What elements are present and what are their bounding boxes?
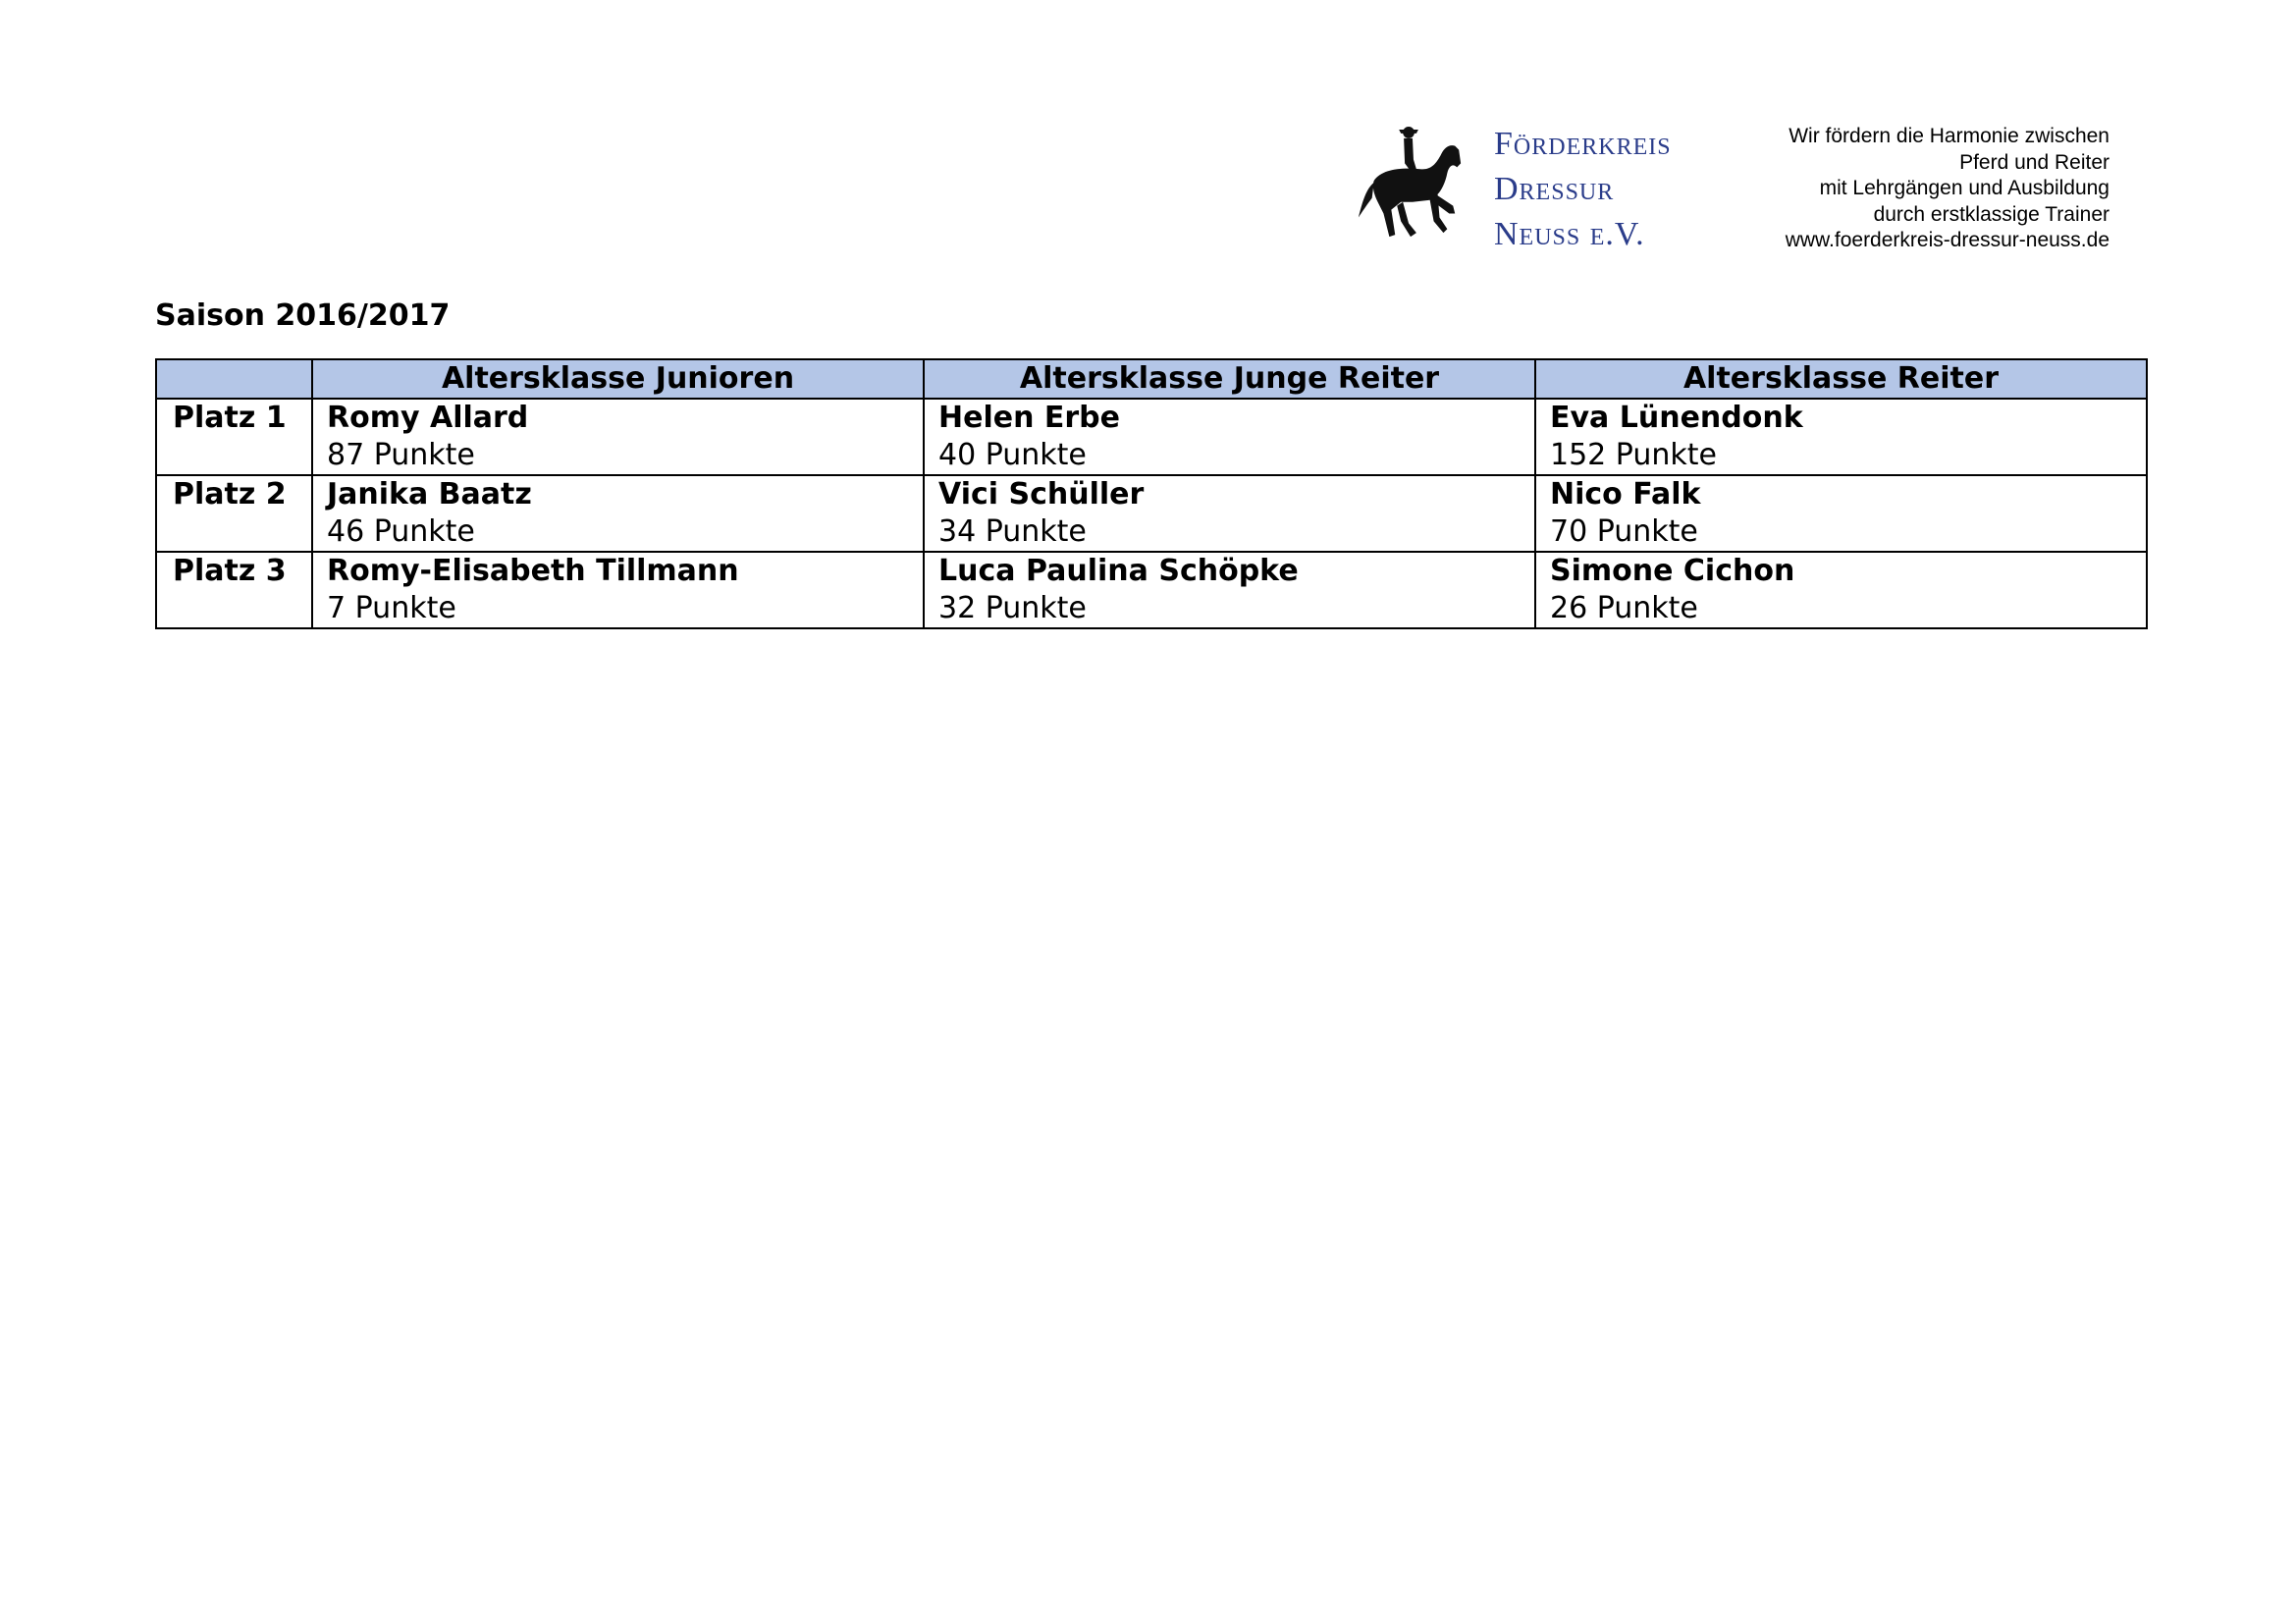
result-cell bbox=[1535, 552, 2147, 628]
column-header-young-riders: Altersklasse Junge Reiter bbox=[924, 359, 1535, 399]
column-header-place bbox=[156, 359, 312, 399]
rider-name: Luca Paulina Schöpke bbox=[938, 554, 1299, 588]
place-label: Platz 2 bbox=[156, 475, 312, 552]
logo-title-line: Neuss e.V. bbox=[1494, 216, 1645, 252]
result-cell bbox=[1535, 399, 2147, 475]
logo-title bbox=[1494, 122, 1672, 257]
rider-points: 7 Punkte bbox=[327, 591, 456, 625]
rider-points: 87 Punkte bbox=[327, 438, 475, 472]
slogan-line: Pferd und Reiter bbox=[1959, 150, 2109, 174]
table-header-row bbox=[156, 359, 2147, 399]
table-row bbox=[156, 552, 2147, 628]
rider-name: Nico Falk bbox=[1550, 477, 1701, 512]
place-label: Platz 3 bbox=[156, 552, 312, 628]
slogan-line: mit Lehrgängen und Ausbildung bbox=[1819, 177, 2109, 199]
rider-name: Helen Erbe bbox=[938, 401, 1120, 435]
rider-points: 26 Punkte bbox=[1550, 591, 1698, 625]
rider-points: 70 Punkte bbox=[1550, 514, 1698, 549]
rider-points: 46 Punkte bbox=[327, 514, 475, 549]
slogan bbox=[1786, 124, 2109, 254]
table-row bbox=[156, 399, 2147, 475]
rider-name: Eva Lünendonk bbox=[1550, 401, 1803, 435]
result-cell bbox=[924, 475, 1535, 552]
website-link[interactable]: www.foerderkreis-dressur-neuss.de bbox=[1785, 229, 2109, 251]
results-table bbox=[155, 358, 2148, 629]
rider-points: 40 Punkte bbox=[938, 438, 1087, 472]
result-cell bbox=[312, 399, 924, 475]
rider-name: Romy Allard bbox=[327, 401, 529, 435]
logo-title-line: Dressur bbox=[1494, 171, 1615, 207]
rider-points: 34 Punkte bbox=[938, 514, 1087, 549]
result-cell bbox=[924, 552, 1535, 628]
dressage-rider-icon bbox=[1353, 124, 1468, 247]
result-cell bbox=[924, 399, 1535, 475]
season-title: Saison 2016/2017 bbox=[155, 298, 451, 333]
rider-name: Janika Baatz bbox=[327, 477, 532, 512]
slogan-line: durch erstklassige Trainer bbox=[1873, 202, 2109, 226]
column-header-riders: Altersklasse Reiter bbox=[1535, 359, 2147, 399]
rider-name: Romy-Elisabeth Tillmann bbox=[327, 554, 739, 588]
result-cell bbox=[1535, 475, 2147, 552]
place-label: Platz 1 bbox=[156, 399, 312, 475]
result-cell bbox=[312, 475, 924, 552]
rider-points: 152 Punkte bbox=[1550, 438, 1717, 472]
column-header-juniors: Altersklasse Junioren bbox=[312, 359, 924, 399]
table-row bbox=[156, 475, 2147, 552]
slogan-line: Wir fördern die Harmonie zwischen bbox=[1789, 125, 2109, 147]
rider-points: 32 Punkte bbox=[938, 591, 1087, 625]
result-cell bbox=[312, 552, 924, 628]
rider-name: Vici Schüller bbox=[938, 477, 1145, 512]
rider-name: Simone Cichon bbox=[1550, 554, 1795, 588]
logo-title-line: Förderkreis bbox=[1494, 126, 1672, 162]
